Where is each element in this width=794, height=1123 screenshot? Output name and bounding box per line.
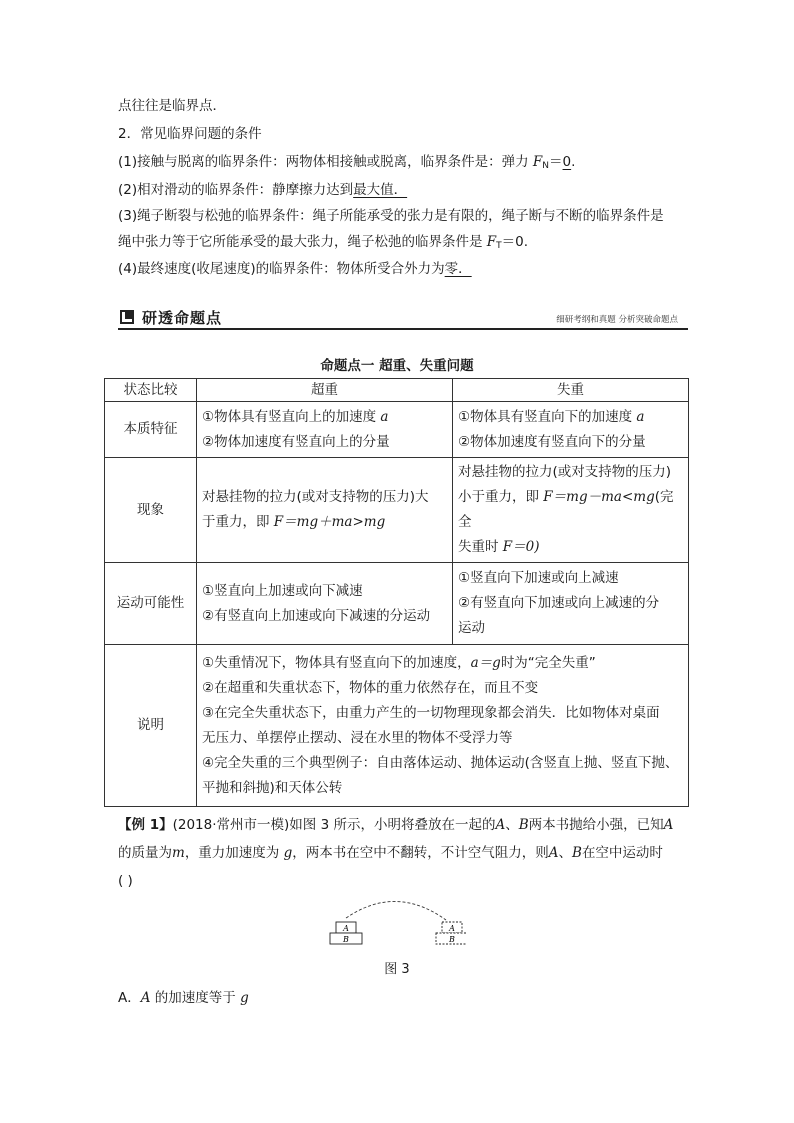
cell-overweight: ①物体具有竖直向上的加速度 a ②物体加速度有竖直向上的分量 — [197, 402, 453, 458]
table-row — [105, 563, 689, 645]
section-title: 研透命题点 — [142, 309, 223, 327]
table-row — [105, 402, 689, 458]
table-row — [105, 458, 689, 563]
table-header-row — [105, 379, 689, 402]
label-b: B — [343, 935, 349, 944]
intro-line-1: 点往往是临界点． — [118, 98, 226, 114]
example-line-2: 的质量为m，重力加速度为 g，两本书在空中不翻转，不计空气阻力，则A、B在空中运动时 — [118, 845, 663, 861]
cell-overweight: 对悬挂物的拉力(或对支持物的压力)大 于重力，即 F＝mg＋ma>mg — [197, 458, 453, 563]
cell-weightless: 对悬挂物的拉力(或对支持物的压力) 小于重力，即 F＝mg－ma<mg(完全 失重时 F＝0) — [453, 458, 689, 563]
option-a: A．A 的加速度等于 g — [118, 990, 249, 1006]
answer-blank: ( ) — [118, 873, 133, 889]
figure-caption: 图 3 — [384, 962, 410, 977]
condition-4: (4)最终速度(收尾速度)的临界条件：物体所受合外力为零． — [118, 261, 472, 277]
table-row — [105, 645, 689, 807]
section-subtitle: 细研考纲和真题 分析突破命题点 — [556, 315, 678, 325]
header-overweight: 超重 — [197, 379, 453, 402]
row-label: 本质特征 — [105, 402, 197, 458]
label-b-dashed: B — [449, 935, 455, 944]
cell-weightless: ①物体具有竖直向下的加速度 a ②物体加速度有竖直向下的分量 — [453, 402, 689, 458]
trajectory-arc — [346, 901, 446, 920]
header-weightless: 失重 — [453, 379, 689, 402]
figure-3 — [326, 892, 466, 952]
cell-weightless: ①竖直向下加速或向上减速 ②有竖直向下加速或向上减速的分 运动 — [453, 563, 689, 645]
header-state: 状态比较 — [105, 379, 197, 402]
section-square-icon — [120, 310, 134, 324]
label-a-dashed: A — [449, 924, 455, 933]
condition-1: (1)接触与脱离的临界条件：两物体相接触或脱离，临界条件是：弹力 $F_N=0$. — [118, 154, 576, 171]
conditions-heading: 2．常见临界问题的条件 — [118, 126, 262, 142]
row-label: 说明 — [105, 645, 197, 807]
condition-2: (2)相对滑动的临界条件：静摩擦力达到最大值． — [118, 182, 408, 198]
cell-overweight: ①竖直向上加速或向下减速 ②有竖直向上加速或向下减速的分运动 — [197, 563, 453, 645]
section-rule — [118, 328, 688, 330]
example-line-1: 【例 1】(2018·常州市一模)如图 3 所示，小明将叠放在一起的A、B两本书抛给小强，已知A — [118, 817, 674, 833]
section-header — [118, 306, 688, 330]
condition-3-line-2: 绳中张力等于它所能承受的最大张力，绳子松弛的临界条件是 $F_T=0$. — [118, 234, 529, 251]
condition-3-line-1: (3)绳子断裂与松弛的临界条件：绳子所能承受的张力是有限的，绳子断与不断的临界条件是 — [118, 208, 664, 224]
table-title: 命题点一 超重、失重问题 — [320, 358, 474, 374]
comparison-table — [104, 378, 689, 807]
example-tag: 【例 1】 — [118, 817, 173, 833]
row-label: 运动可能性 — [105, 563, 197, 645]
label-a: A — [343, 924, 349, 933]
cell-explanation: ①失重情况下，物体具有竖直向下的加速度，a＝g时为“完全失重” ②在超重和失重状态下，物体的重力依然存在，而且不变 ③在完全失重状态下，由重力产生的一切物理现象都会消失．比如物体对桌面 无压力、单摆停止摆动、浸在水里的物体不受浮力等 ④完全失重的三个典型例子：自由落体运动、抛体运动(含竖直上抛、竖直下抛、 平抛和斜抛)和天体公转 — [197, 645, 689, 807]
row-label: 现象 — [105, 458, 197, 563]
